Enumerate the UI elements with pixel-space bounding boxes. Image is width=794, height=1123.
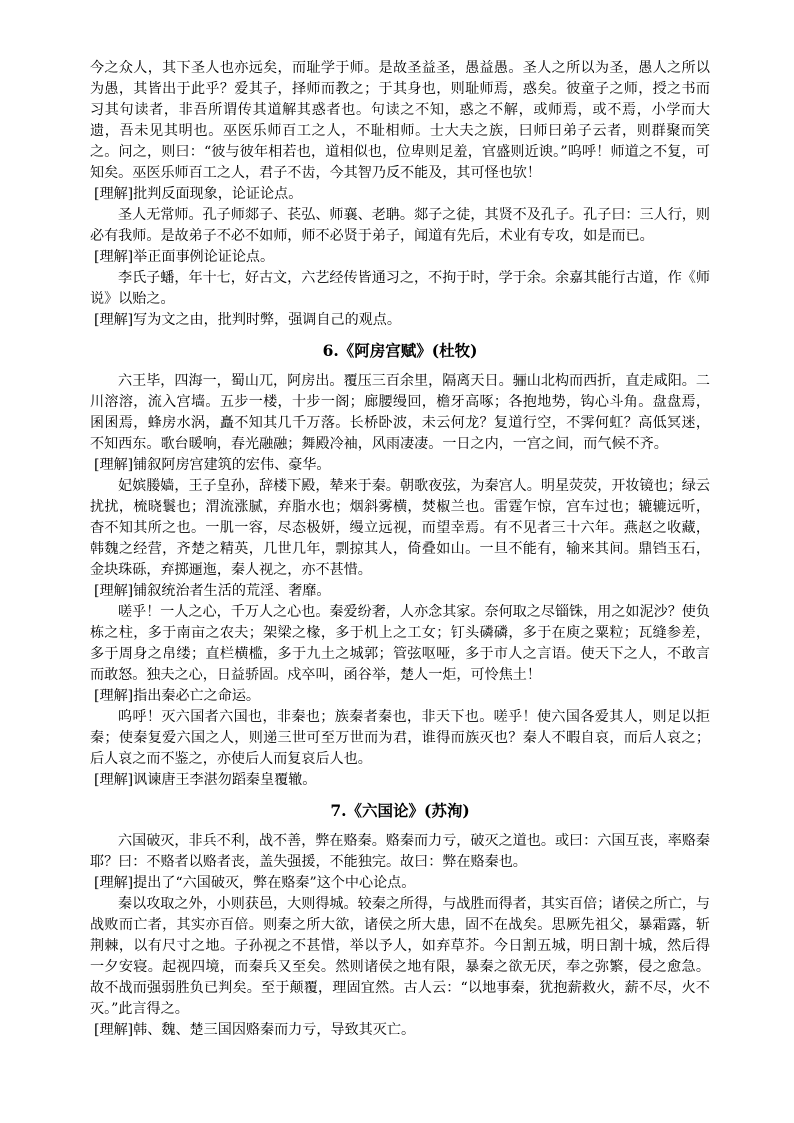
paragraph-shishuo-2: 圣人无常师。孔子师郯子、苌弘、师襄、老聃。郯子之徒，其贤不及孔子。孔子曰：三人行，则必有我师。是故弟子不必不如师，师不必贤于弟子，闻道有先后，术业有专攻，如是而已。: [90, 207, 710, 244]
understanding-note: [理解]铺叙统治者生活的荒淫、奢靡。: [94, 583, 331, 599]
understanding-note: [理解]举正面事例论证论点。: [94, 249, 275, 265]
paragraph-afanggong-4: 呜呼！灭六国者六国也，非秦也；族秦者秦也，非天下也。嗟乎！使六国各爱其人，则足以拒秦；使秦复爱六国之人，则递三世可至万世而为君，谁得而族灭也？秦人不暇自哀，而后人哀之；后人哀之而不鉴之，亦使后人而复哀后人也。: [90, 709, 710, 767]
understanding-note: [理解]写为文之由，批判时弊，强调自己的观点。: [94, 312, 401, 328]
paragraph-liuguolun-1: 六国破灭，非兵不利，战不善，弊在赂秦。赂秦而力亏，破灭之道也。或曰：六国互丧，率赂秦耶？曰：不赂者以赂者丧，盖失强援，不能独完。故曰：弊在赂秦也。: [90, 833, 710, 870]
understanding-note: [理解]韩、魏、楚三国因赂秦而力亏，导致其灭亡。: [94, 1022, 416, 1038]
paragraph-shishuo-3: 李氏子蟠，年十七，好古文，六艺经传皆通习之，不拘于时，学于余。余嘉其能行古道，作《师说》以贻之。: [90, 270, 710, 307]
understanding-note: [理解]讽谏唐王李湛勿蹈秦皇覆辙。: [94, 772, 317, 788]
paragraph-afanggong-1: 六王毕，四海一，蜀山兀，阿房出。覆压三百余里，隔离天日。骊山北构而西折，直走咸阳。二川溶溶，流入宫墙。五步一楼，十步一阁；廊腰缦回，檐牙高啄；各抱地势，钩心斗角。盘盘焉，囷囷焉，蜂房水涡，矗不知其几千万落。长桥卧波，未云何龙？复道行空，不霁何虹？高低冥迷，不知西东。歌台暖响，春光融融；舞殿冷袖，风雨凄凄。一日之内，一宫之间，而气候不齐。: [90, 373, 710, 452]
paragraph-afanggong-2: 妃嫔媵嫱，王子皇孙，辞楼下殿，辇来于秦。朝歌夜弦，为秦宫人。明星荧荧，开妆镜也；绿云扰扰，梳晓鬟也；渭流涨腻，弃脂水也；烟斜雾横，焚椒兰也。雷霆乍惊，宫车过也；辘辘远听，杳不知其所之也。一肌一容，尽态极妍，缦立远视，而望幸焉。有不见者三十六年。燕赵之收藏，韩魏之经营，齐楚之精英，几世几年，剽掠其人，倚叠如山。一旦不能有，输来其间。鼎铛玉石，金块珠砾，弃掷逦迤，秦人视之，亦不甚惜。: [90, 478, 710, 578]
understanding-note: [理解]指出秦必亡之命运。: [94, 688, 261, 704]
understanding-note: [理解]批判反面现象，论证论点。: [94, 186, 303, 202]
document-page: [90, 58, 710, 1041]
paragraph-liuguolun-2: 秦以攻取之外，小则获邑，大则得城。较秦之所得，与战胜而得者，其实百倍；诸侯之所亡，与战败而亡者，其实亦百倍。则秦之所大欲，诸侯之所大患，固不在战矣。思厥先祖父，暴霜露，斩荆棘，以有尺寸之地。子孙视之不甚惜，举以予人，如弃草芥。今日割五城，明日割十城，然后得一夕安寝。起视四境，而秦兵又至矣。然则诸侯之地有限，暴秦之欲无厌，奉之弥繁，侵之愈急。故不战而强弱胜负已判矣。至于颠覆，理固宜然。古人云：“以地事秦，犹抱薪救火，薪不尽，火不灭。”此言得之。: [90, 896, 710, 1017]
section-title-liuguolun: 7.《六国论》(苏洵): [330, 801, 470, 820]
understanding-note: [理解]提出了“六国破灭，弊在赂秦”这个中心论点。: [94, 875, 416, 891]
section-title-afanggong: 6.《阿房宫赋》(杜牧): [322, 341, 478, 360]
paragraph-shishuo-1: 今之众人，其下圣人也亦远矣，而耻学于师。是故圣益圣，愚益愚。圣人之所以为圣，愚人之所以为愚，其皆出于此乎？爱其子，择师而教之；于其身也，则耻师焉，惑矣。彼童子之师，授之书而习其句读者，非吾所谓传其道解其惑者也。句读之不知，惑之不解，或师焉，或不焉，小学而大遗，吾未见其明也。巫医乐师百工之人，不耻相师。士大夫之族，曰师曰弟子云者，则群聚而笑之。问之，则曰：“彼与彼年相若也，道相似也，位卑则足羞，官盛则近谀。”呜呼！师道之不复，可知矣。巫医乐师百工之人，君子不齿，今其智乃反不能及，其可怪也欤！: [90, 60, 710, 181]
paragraph-afanggong-3: 嗟乎！一人之心，千万人之心也。秦爱纷奢，人亦念其家。奈何取之尽锱铢，用之如泥沙？使负栋之柱，多于南亩之农夫；架梁之椽，多于机上之工女；钉头磷磷，多于在庾之粟粒；瓦缝参差，多于周身之帛缕；直栏横槛，多于九土之城郭；管弦呕哑，多于市人之言语。使天下之人，不敢言而敢怒。独夫之心，日益骄固。戍卒叫，函谷举，楚人一炬，可怜焦土！: [90, 604, 710, 683]
understanding-note: [理解]铺叙阿房宫建筑的宏伟、豪华。: [94, 457, 331, 473]
